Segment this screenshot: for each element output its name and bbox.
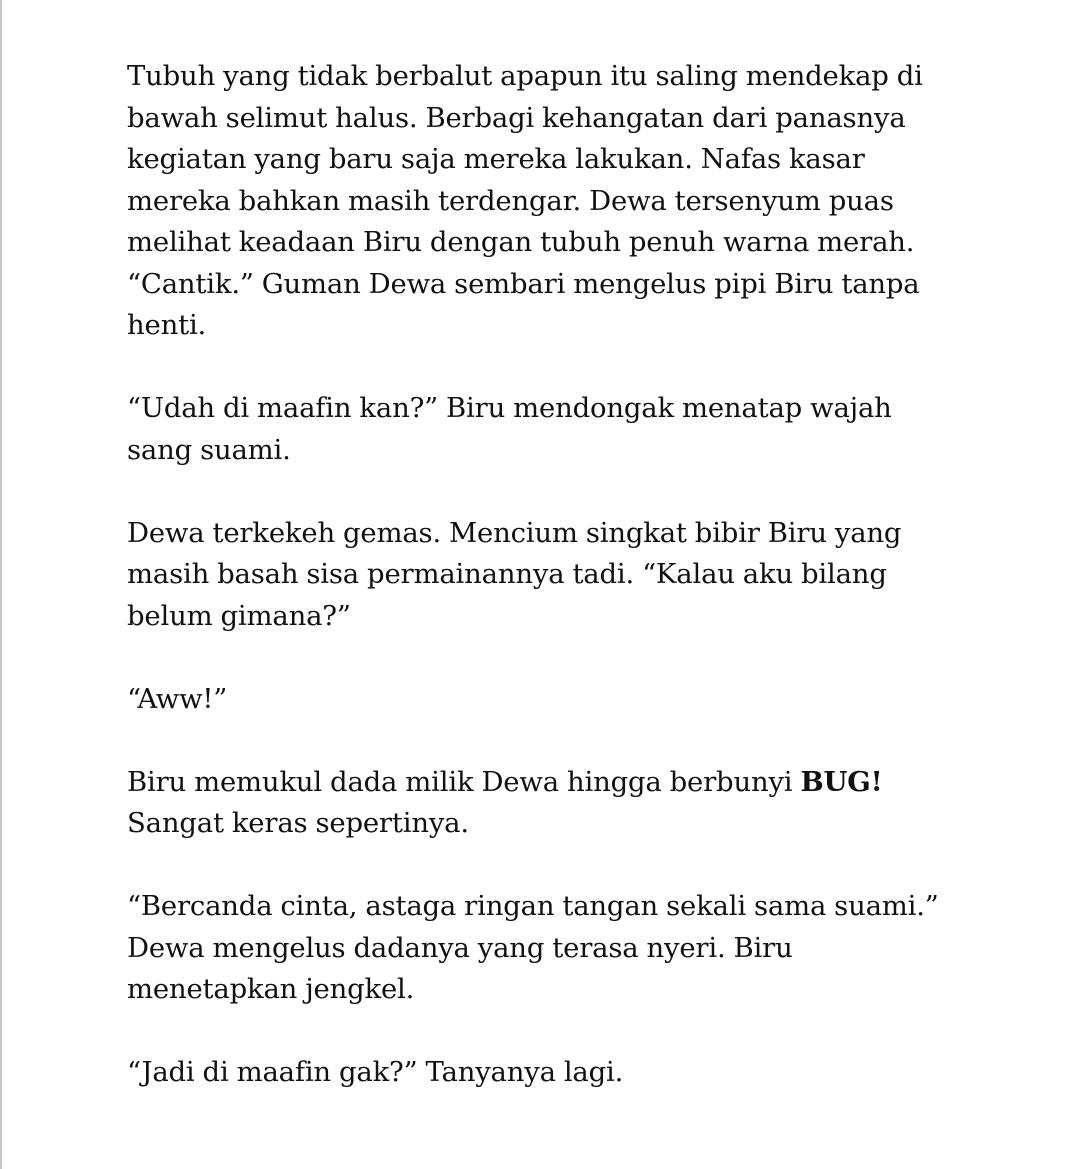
text-line: belum gimana?” [127,599,351,632]
paragraph-1 [127,56,952,347]
text-line: masih basah sisa permainannya tadi. “Kalau aku bilang [127,558,887,590]
text-line: Sangat keras sepertinya. [127,807,469,839]
text-line: Dewa mengelus dadanya yang terasa nyeri. Biru [127,931,793,964]
paragraph-7 [127,1052,952,1094]
bold-sound-effect: BUG! [800,765,883,798]
paragraph-4 [127,679,952,721]
text-line: melihat keadaan Biru dengan tubuh penuh warna merah. [127,226,915,258]
text-run: Biru memukul dada milik Dewa hingga berbunyi [127,765,801,798]
document-page [127,56,952,1094]
text-line: kegiatan yang baru saja mereka lakukan. Nafas kasar [127,143,865,175]
text-line: sang suami. [127,433,291,466]
paragraph-2 [127,388,952,471]
text-line: “Aww!” [127,682,228,715]
text-line: henti. [127,309,207,341]
text-line: mereka bahkan masih terdengar. Dewa tersenyum puas [127,184,894,217]
paragraph-6 [127,886,952,1011]
text-line: Tubuh yang tidak berbalut apapun itu saling mendekap di [127,60,923,92]
text-line: Dewa terkekeh gemas. Mencium singkat bibir Biru yang [127,516,902,549]
text-line: bawah selimut halus. Berbagi kehangatan dari panasnya [127,101,906,134]
paragraph-3 [127,513,952,638]
paragraph-5 [127,762,952,845]
text-line: menetapkan jengkel. [127,973,415,1005]
text-line: “Cantik.” Guman Dewa sembari mengelus pipi Biru tanpa [127,267,920,300]
text-line: “Udah di maafin kan?” Biru mendongak menatap wajah [127,392,892,424]
text-line: “Bercanda cinta, astaga ringan tangan sekali sama suami.” [127,890,939,922]
text-line: “Jadi di maafin gak?” Tanyanya lagi. [127,1056,624,1088]
page-edge-rule [0,0,2,1169]
text-line [127,762,952,804]
